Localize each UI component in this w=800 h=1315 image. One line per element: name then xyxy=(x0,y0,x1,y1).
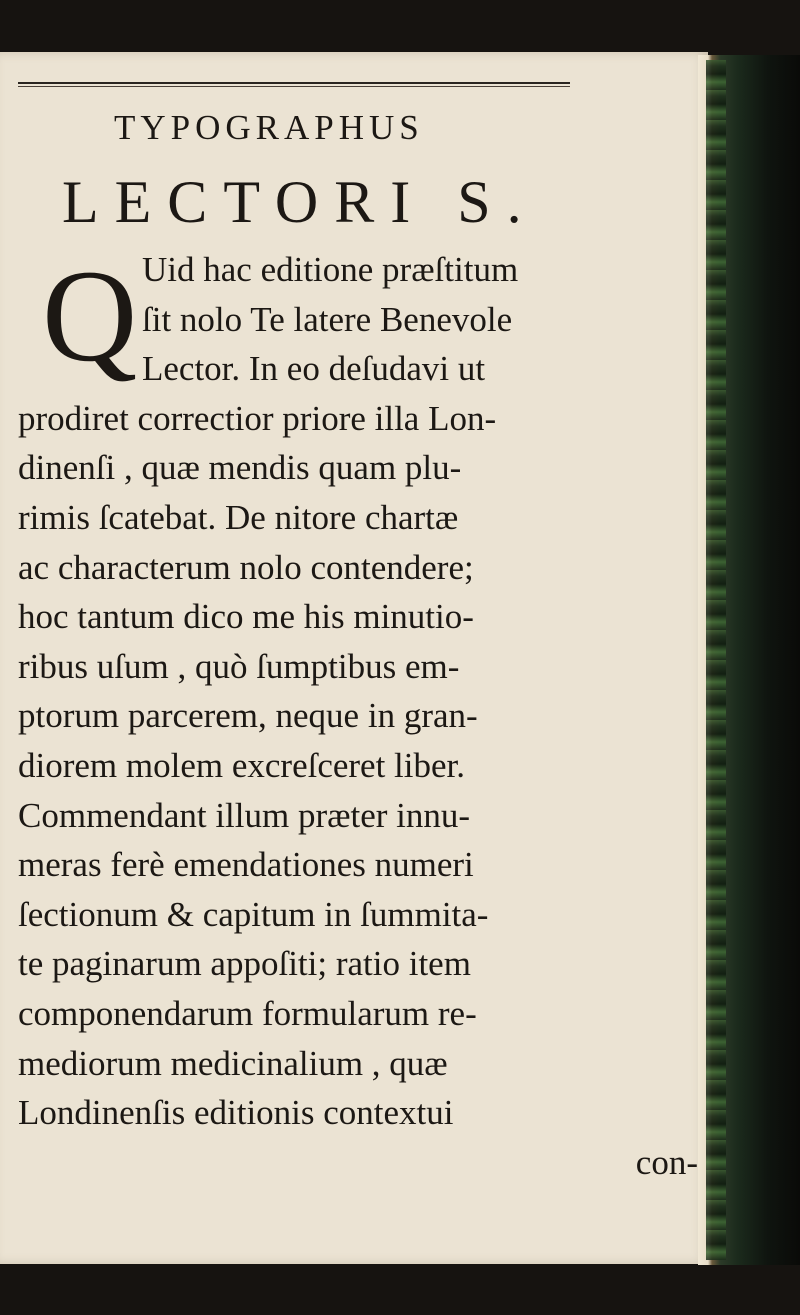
body-line: componendarum formularum re- xyxy=(18,993,477,1033)
body-line: diorem molem excreſceret liber. xyxy=(18,745,466,785)
catchword: con- xyxy=(635,1142,698,1182)
body-line: meras ferè emendationes numeri xyxy=(18,845,474,885)
body-line: Londinenſis editionis contextui xyxy=(18,1093,454,1133)
body-line: te paginarum appoſiti; ratio item xyxy=(18,944,471,984)
header-rule xyxy=(18,82,570,84)
body-line: Uid hac editione præſtitum xyxy=(142,250,519,289)
header-lectori: LECTORI S. xyxy=(62,169,538,235)
drop-cap: Q xyxy=(42,242,138,389)
body-line: Lector. In eo deſudavi ut xyxy=(142,349,486,389)
body-line: mediorum medicinalium , quæ xyxy=(18,1043,448,1083)
body-line: ac characterum nolo contendere; xyxy=(18,547,474,587)
body-text xyxy=(18,242,698,1187)
body-line: ſectionum & capitum in ſummita- xyxy=(18,894,489,934)
body-line: dinenſi , quæ mendis quam plu- xyxy=(18,448,462,488)
body-line: prodiret correctior priore illa Lon- xyxy=(18,398,497,438)
header-typographus: TYPOGRAPHUS xyxy=(114,108,424,147)
header-rule-thin xyxy=(18,86,570,87)
body-line: rimis ſcatebat. De nitore chartæ xyxy=(18,497,459,537)
body-line: Commendant illum præter innu- xyxy=(18,795,471,835)
body-line: ribus uſum , quò ſumptibus em- xyxy=(18,646,460,686)
spine-edge xyxy=(706,60,726,1260)
body-line: ptorum parcerem, neque in gran- xyxy=(18,696,478,736)
body-line: ſit nolo Te latere Benevole xyxy=(142,299,513,339)
body-line: hoc tantum dico me his minutio- xyxy=(18,597,474,637)
